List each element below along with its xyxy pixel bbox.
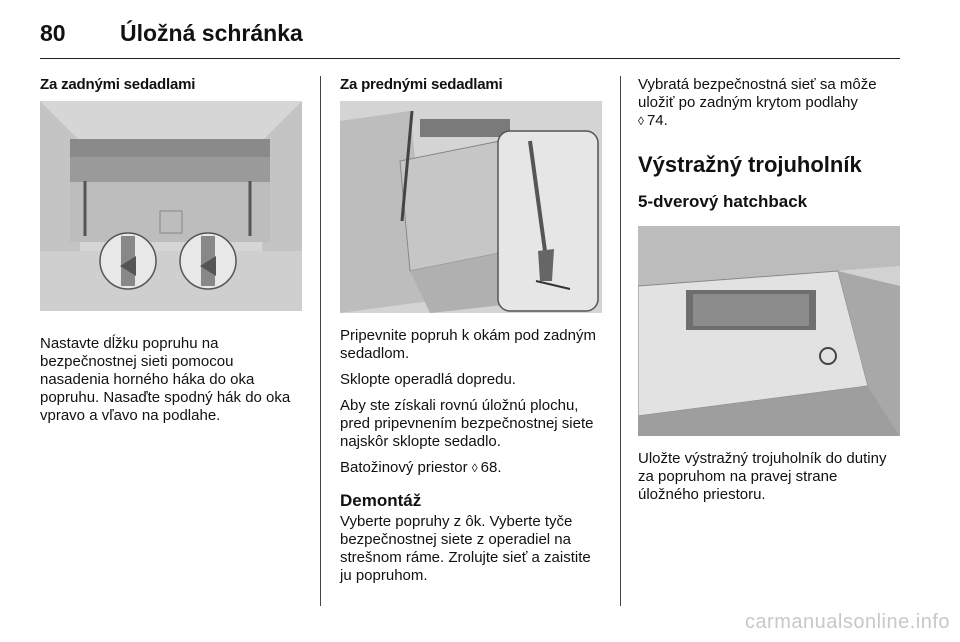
subheading-5-door-hatchback: 5-dverový hatchback xyxy=(638,192,808,211)
page-header xyxy=(40,16,303,50)
paragraph-fold-backrests: Sklopte operadlá dopredu. xyxy=(340,371,516,388)
page-number: 80 xyxy=(40,19,66,46)
heading-removal: Demontáž xyxy=(340,491,422,510)
rear-seat-net-illustration xyxy=(40,101,302,311)
page-reference-icon: ◊ xyxy=(471,461,478,475)
front-seat-net-illustration xyxy=(340,101,602,313)
page-reference-number: 68. xyxy=(480,459,502,476)
luggage-compartment-text: Batožinový priestor xyxy=(340,459,468,476)
paragraph-luggage-compartment-ref xyxy=(340,459,602,477)
column-1 xyxy=(40,76,302,433)
paragraph-store-triangle: Uložte výstražný trojuholník do dutiny za popruhom na pravej strane úložného priestoru. xyxy=(638,450,887,503)
warning-triangle-storage-illustration xyxy=(638,226,900,436)
column-2 xyxy=(340,76,602,593)
paragraph-attach-strap: Pripevnite popruh k okám pod zadným sedadlom. xyxy=(340,327,596,362)
net-storage-text: Vybratá bezpečnostná sieť sa môže uložiť po zadným krytom podlahy xyxy=(638,76,877,111)
page-reference-icon: ◊ xyxy=(638,114,644,128)
watermark: carmanualsonline.info xyxy=(744,611,950,633)
heading-warning-triangle: Výstražný trojuholník xyxy=(638,152,862,177)
instruction-paragraph: Nastavte dĺžku popruhu na bezpečnostnej sieti pomocou nasadenia horného háka do oka popruhu. Nasaďte spodný hák do oka vpravo a vľavo na podlahe. xyxy=(40,335,291,424)
subheading-behind-rear-seats: Za zadnými sedadlami xyxy=(40,76,196,93)
paragraph-removal-steps: Vyberte popruhy z ôk. Vyberte tyče bezpečnostnej siete z operadiel na strešnom ráme. Zrolujte sieť a zaistite ju popruhom. xyxy=(340,513,591,584)
chapter-title: Úložná schránka xyxy=(120,19,303,46)
paragraph-net-storage xyxy=(638,76,900,130)
column-divider-1 xyxy=(320,76,321,606)
paragraph-flat-load-area: Aby ste získali rovnú úložnú plochu, pred pripevnením bezpečnostnej siete najskôr sklopte sedadlo. xyxy=(340,397,594,450)
header-divider xyxy=(40,58,900,59)
subheading-behind-front-seats: Za prednými sedadlami xyxy=(340,76,503,93)
column-3 xyxy=(638,76,900,512)
page-reference-number: 74. xyxy=(646,112,668,129)
column-divider-2 xyxy=(620,76,621,606)
